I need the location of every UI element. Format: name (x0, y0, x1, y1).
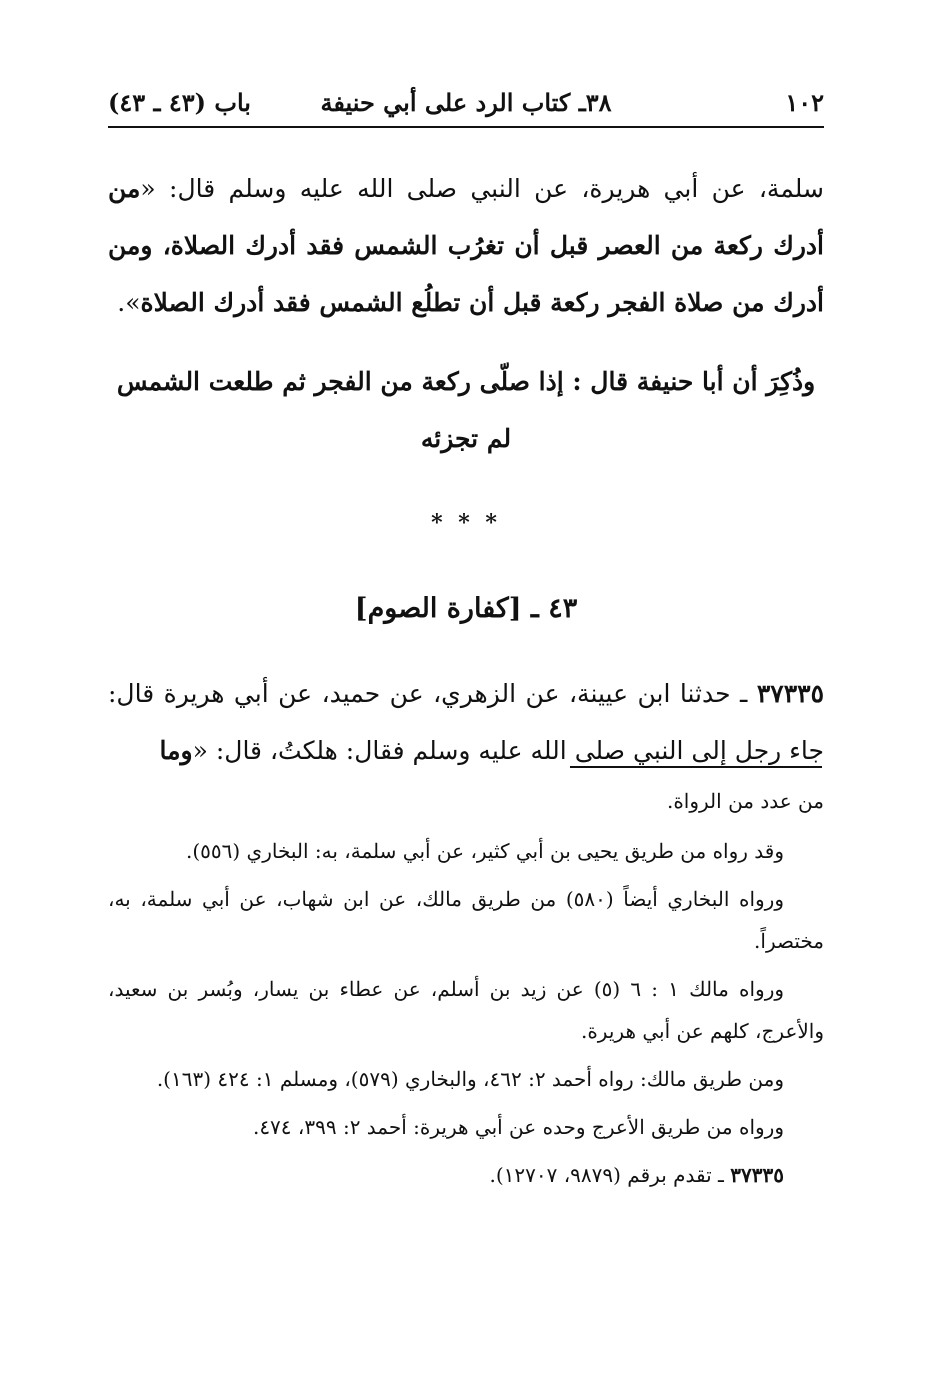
footnote-line: من عدد من الرواة. (666, 789, 824, 813)
footnote-line: ورواه مالك ١ : ٦ (٥) عن زيد بن أسلم، عن عطاء بن يسار، وبُسر بن سعيد، والأعرج، كلهم عن أبي هريرة. (108, 977, 824, 1043)
main-text (108, 160, 824, 779)
footnote-divider (570, 766, 822, 768)
footnote-cross-reference: ـ تقدم برقم (٩٨٧٩، ١٢٧٠٧). (489, 1163, 731, 1187)
hadith-quote-bold: من أدرك ركعة من العصر قبل أن تغرُب الشمس فقد أدرك الصلاة، ومن أدرك من صلاة الفجر ركعة قبل أن تطلُع الشمس فقد أدرك الصلاة (108, 174, 824, 317)
footnotes (108, 780, 824, 1202)
hadith-quote-start: وما (159, 736, 193, 765)
footnote-line (108, 1154, 824, 1196)
footnote-line: ومن طريق مالك: رواه أحمد ٢: ٤٦٢، والبخاري (٥٧٩)، ومسلم ١: ٤٢٤ (١٦٣). (156, 1067, 784, 1091)
chapter-range: باب (٤٣ ـ ٤٣) (108, 88, 251, 117)
book-title: ٣٨ـ كتاب الرد على أبي حنيفة (320, 88, 612, 117)
footnote-line: ورواه البخاري أيضاً (٥٨٠) من طريق مالك، عن ابن شهاب، عن أبي سلمة، به، مختصراً. (108, 887, 824, 953)
footnote-hadith-number: ٣٧٣٣٥ (730, 1163, 784, 1187)
abu-hanifa-statement: وذُكِرَ أن أبا حنيفة قال : إذا صلّى ركعة من الفجر ثم طلعت الشمس لم تجزئه (116, 367, 816, 453)
footnote-line: وقد رواه من طريق يحيى بن أبي كثير، عن أبي سلمة، به: البخاري (٥٥٦). (185, 839, 784, 863)
quote-close: ». (117, 288, 141, 317)
paragraph-plain-text: سلمة، عن أبي هريرة، عن النبي صلى الله عليه وسلم قال: « (140, 174, 824, 203)
paragraph-hadith-continuation (108, 160, 824, 331)
footnote-line: ورواه من طريق الأعرج وحده عن أبي هريرة: أحمد ٢: ٣٩٩، ٤٧٤. (252, 1115, 784, 1139)
section-separator: * * * (431, 510, 501, 536)
section-heading: ٤٣ ـ [كفارة الصوم] (354, 593, 578, 624)
hadith-paragraph (108, 665, 824, 779)
hadith-number: ٣٧٣٣٥ (756, 679, 824, 708)
running-header (108, 82, 824, 128)
hadith-text: ـ حدثنا ابن عيينة، عن الزهري، عن حميد، عن أبي هريرة قال: جاء رجل إلى النبي صلى الله عليه وسلم فقال: هلكتُ، قال: « (108, 679, 824, 765)
page-number: ١٠٢ (785, 88, 824, 117)
